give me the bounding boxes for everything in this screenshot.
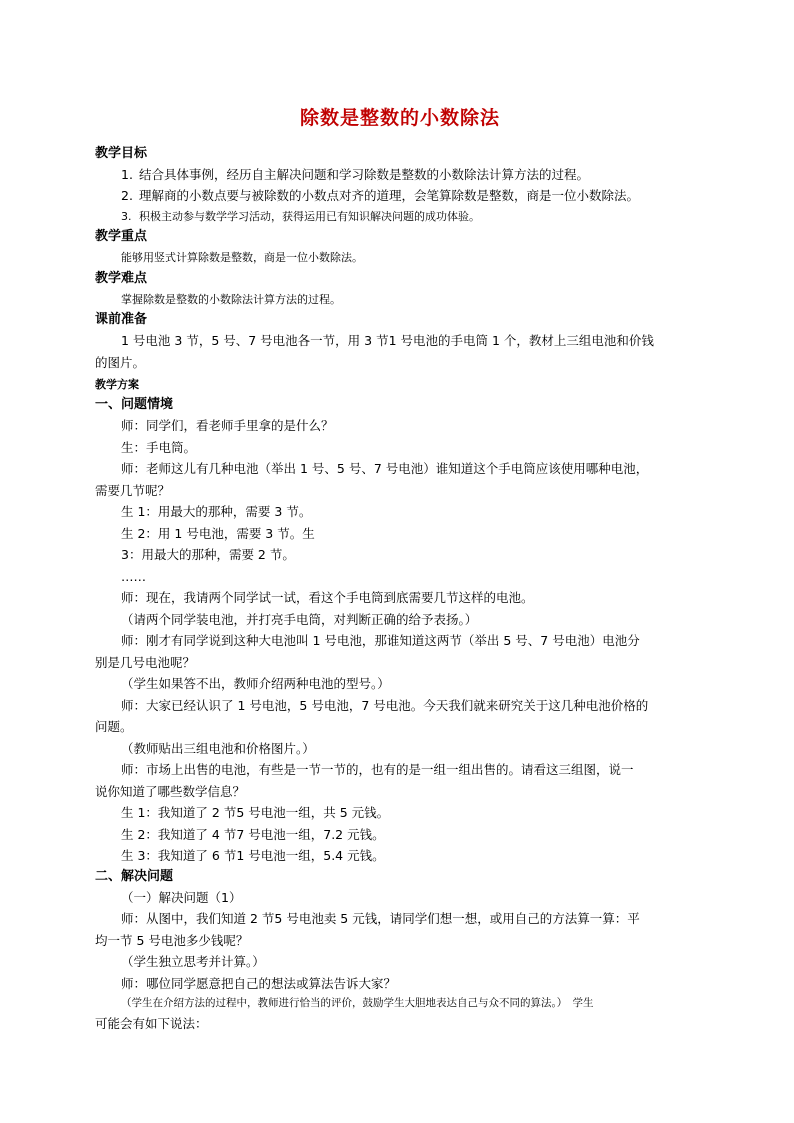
dialogue-line: 师：市场上出售的电池，有些是一节一节的，也有的是一组一组出售的。请看这三组图，说一 [121,762,634,777]
prep-text-1: 1 号电池 3 节，5 号、7 号电池各一节，用 3 节1 号电池的手电筒 1 个，教材上三组电池和价钱 [121,333,654,348]
dialogue-line: 师：哪位同学愿意把自己的想法或算法告诉大家？ [121,975,397,991]
dialogue-line: （学生如果答不出，教师介绍两种电池的型号。） [121,676,390,691]
dialogue-line: 师：刚才有同学说到这种大电池叫 1 号电池，那谁知道这两节（举出 5 号、7 号电池）电池分 [121,633,640,648]
dialogue-line: 师：现在，我请两个同学试一试，看这个手电筒到底需要几节这样的电池。 [121,590,534,605]
goal-item: 1. 结合具体事例，经历自主解决问题和学习除数是整数的小数除法计算方法的过程。 [121,167,590,182]
dialogue-line: 均一节 5 号电池多少钱呢？ [95,932,249,948]
dialogue-line: 师：从图中，我们知道 2 节5 号电池卖 5 元钱，请同学们想一想，或用自己的方法算一算：平 [121,911,640,926]
dialogue-line: 生 2：用 1 号电池，需要 3 节。生 [121,525,315,541]
dialogue-line: 生：手电筒。 [121,439,197,455]
key-heading: 教学重点 [95,229,148,244]
goal-item: 2. 理解商的小数点要与被除数的小数点对齐的道理，会笔算除数是整数，商是一位小数除法。 [121,188,640,203]
plan-heading: 教学方案 [95,378,139,391]
goals-heading: 教学目标 [95,146,148,161]
dialogue-line: 需要几节呢？ [95,482,171,498]
dialogue-line: （学生独立思考并计算。） [121,954,265,969]
dialogue-line: 师：大家已经认识了 1 号电池，5 号电池，7 号电池。今天我们就来研究关于这几种电池价格的 [121,697,649,713]
dialogue-line: 问题。 [95,719,133,734]
dialogue-line: 生 3：我知道了 6 节1 号电池一组，5.4 元钱。 [121,848,385,863]
section2-heading: 二、解决问题 [95,868,174,884]
document-title: 除数是整数的小数除法 [299,107,500,129]
prep-text-2: 的图片。 [95,354,146,370]
dialogue-line: 生 2：我知道了 4 节7 号电池一组，7.2 元钱。 [121,826,385,842]
dialogue-line: （请两个同学装电池，并打亮手电筒，对判断正确的给予表扬。） [121,611,478,627]
goal-item: 3. 积极主动参与数学学习活动，获得运用已有知识解决问题的成功体验。 [121,210,480,223]
prep-heading: 课前准备 [95,312,148,327]
dialogue-line: 生 1：用最大的那种，需要 3 节。 [121,504,312,519]
dialogue-line: 3：用最大的那种，需要 2 节。 [121,547,295,562]
difficulty-heading: 教学难点 [95,270,148,286]
difficulty-text: 掌握除数是整数的小数除法计算方法的过程。 [121,292,341,306]
section1-heading: 一、问题情境 [95,397,174,412]
dialogue-line: （一）解决问题（1） [121,889,242,905]
dialogue-line: （教师贴出三组电池和价格图片。） [121,740,315,756]
dialogue-line: 师：老师这儿有几种电池（举出 1 号、5 号、7 号电池）谁知道这个手电筒应该使用哪种电池， [121,461,649,476]
dialogue-line: 别是几号电池呢？ [95,654,196,670]
document-page [95,103,705,1035]
dialogue-line: 师：同学们，看老师手里拿的是什么？ [121,418,334,433]
dialogue-line: 说你知道了哪些数学信息？ [95,783,246,799]
dialogue-line: 可能会有如下说法： [95,1016,208,1031]
dialogue-line: …… [121,568,146,584]
dialogue-line: （学生在介绍方法的过程中，教师进行恰当的评价，鼓励学生大胆地表达自己与众不同的算法。） 学生 [121,997,594,1009]
key-text: 能够用竖式计算除数是整数，商是一位小数除法。 [121,251,363,264]
dialogue-line: 生 1：我知道了 2 节5 号电池一组，共 5 元钱。 [121,805,390,820]
